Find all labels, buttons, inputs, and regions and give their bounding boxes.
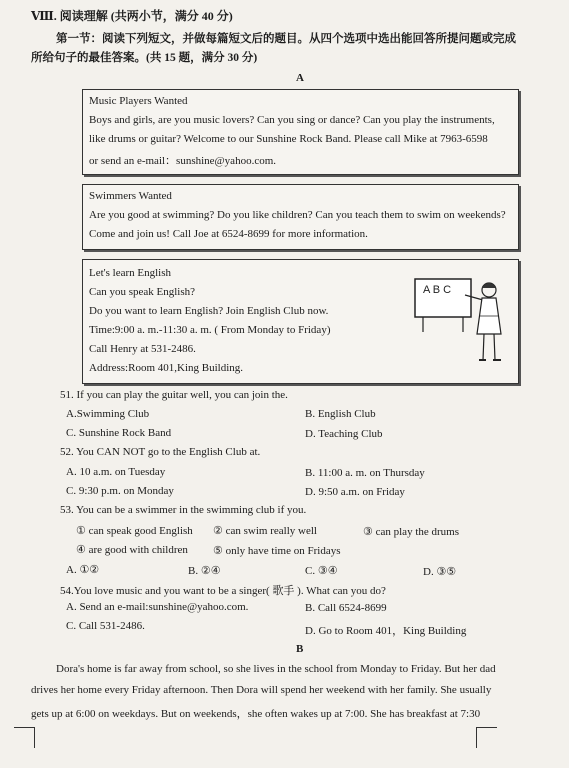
section-title: Ⅷ. 阅读理解 (共两小节，满分 40 分) [31, 9, 233, 23]
ad-title: Swimmers Wanted [89, 190, 172, 202]
ad-title: Music Players Wanted [89, 95, 188, 107]
q51-option-a[interactable]: A.Swimming Club [66, 408, 150, 420]
board-text: A B C [423, 284, 452, 296]
q54-option-b[interactable]: B. Call 6524-8699 [305, 602, 387, 614]
ad-line: Come and join us! Call Joe at 6524-8699 for more information. [89, 228, 368, 240]
q54-option-a[interactable]: A. Send an e-mail:sunshine@yahoo.com. [66, 601, 249, 613]
ad-line: Address:Room 401,King Building. [89, 362, 244, 374]
q52-option-d[interactable]: D. 9:50 a.m. on Friday [305, 486, 405, 498]
question-52: 52. You CAN NOT go to the English Club at. [60, 446, 261, 458]
q53-statement-3: ③ can play the drums [363, 526, 460, 538]
ad-line: Can you speak English? [89, 286, 196, 298]
q53-statement-2: ② can swim really well [213, 525, 317, 537]
ad-english-club [82, 259, 519, 384]
q53-option-b[interactable]: B. ②④ [188, 565, 221, 577]
q52-option-c[interactable]: C. 9:30 p.m. on Monday [66, 485, 174, 497]
passage-b-line-2: drives her home every Friday afternoon. Then Dora will spend her weekend with her family. She usually [31, 684, 492, 696]
teacher-blackboard-illustration [413, 276, 511, 376]
ad-music-players [82, 89, 519, 175]
ad-line: Are you good at swimming? Do you like children? Can you teach them to swim on weekends? [89, 209, 506, 221]
instruction-line-1: 第一节：阅读下列短文，并做每篇短文后的题目。从四个选项中选出能回答所提问题或完成 [56, 33, 516, 45]
part-b-heading: B [296, 643, 304, 655]
ad-line: Do you want to learn English? Join English Club now. [89, 305, 329, 317]
instruction-line-2: 所给句子的最佳答案。(共 15 题，满分 30 分) [31, 52, 258, 64]
question-53: 53. You can be a swimmer in the swimming club if you. [60, 504, 307, 516]
q54-option-d[interactable]: D. Go to Room 401，King Building [305, 625, 467, 637]
q51-option-d[interactable]: D. Teaching Club [305, 428, 383, 440]
ad-line: or send an e-mail：sunshine@yahoo.com. [89, 155, 277, 167]
q53-option-d[interactable]: D. ③⑤ [423, 566, 457, 578]
question-51: 51. If you can play the guitar well, you can join the. [60, 389, 288, 401]
q53-option-c[interactable]: C. ③④ [305, 565, 338, 577]
q51-option-c[interactable]: C. Sunshine Rock Band [66, 427, 172, 439]
passage-b-line-1: Dora's home is far away from school, so she lives in the school from Monday to Friday. But her dad [56, 663, 496, 675]
ad-line: like drums or guitar? Welcome to our Sunshine Rock Band. Please call Mike at 7963-6598 [89, 133, 488, 145]
q53-statement-1: ① can speak good English [76, 525, 193, 537]
ad-title: Let's learn English [89, 267, 172, 279]
q53-statement-4: ④ are good with children [76, 544, 188, 556]
q53-statement-5: ⑤ only have time on Fridays [213, 545, 341, 557]
q51-option-b[interactable]: B. English Club [305, 408, 376, 420]
crop-mark-left [14, 727, 35, 748]
ad-line: Boys and girls, are you music lovers? Can you sing or dance? Can you play the instruments, [89, 114, 495, 126]
q54-option-c[interactable]: C. Call 531-2486. [66, 620, 145, 632]
ad-line: Time:9:00 a. m.-11:30 a. m. ( From Monday to Friday) [89, 324, 331, 336]
q52-option-b[interactable]: B. 11:00 a. m. on Thursday [305, 467, 425, 479]
q52-option-a[interactable]: A. 10 a.m. on Tuesday [66, 466, 166, 478]
crop-mark-right [476, 727, 497, 748]
q53-option-a[interactable]: A. ①② [66, 564, 100, 576]
ad-line: Call Henry at 531-2486. [89, 343, 196, 355]
part-a-heading: A [296, 72, 304, 84]
ad-swimmers [82, 184, 519, 250]
passage-b-line-3: gets up at 6:00 on weekdays. But on weekends，she often wakes up at 7:00. She has breakfast at 7:30 [31, 708, 481, 720]
question-54: 54.You love music and you want to be a singer( 歌手 ). What can you do? [60, 585, 386, 597]
